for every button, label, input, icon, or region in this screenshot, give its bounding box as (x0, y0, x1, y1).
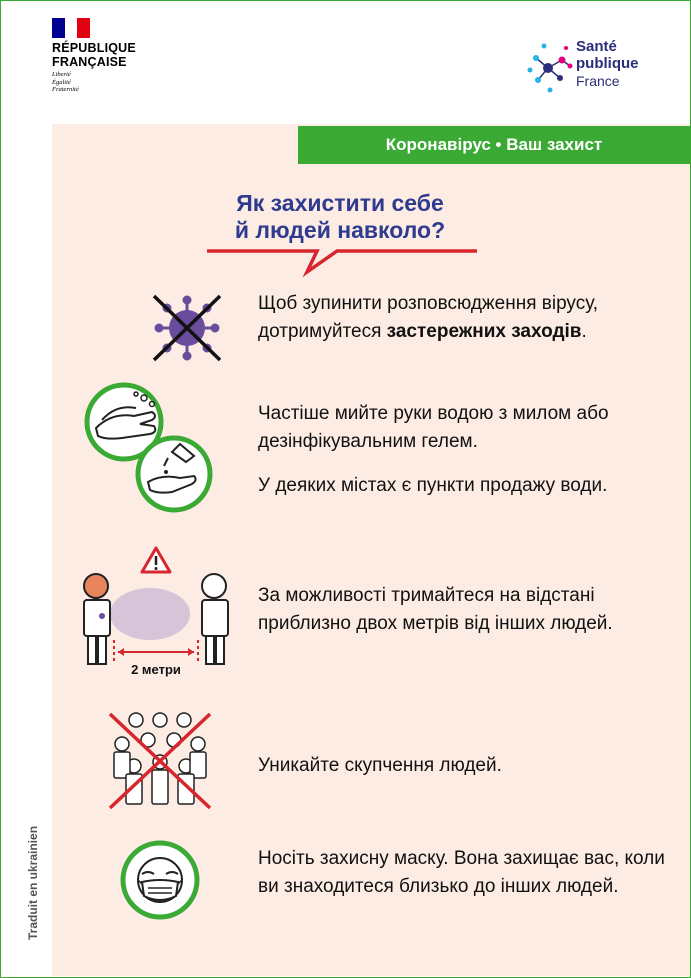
sp-line3: France (576, 73, 620, 89)
wash-text-1: Частіше мийте руки водою з милом або дезінфікувальним гелем. (258, 403, 609, 452)
republique-francaise-logo (52, 18, 136, 94)
page-title (170, 190, 510, 244)
topic-banner: Коронавірус • Ваш захист (298, 126, 690, 164)
rf-motto-3: Fraternité (52, 86, 79, 93)
rf-motto-1: Liberté (52, 71, 71, 78)
mask-text: Носіть захисну маску. Вона захищає вас, коли ви знаходитеся близько до інших людей. (258, 848, 665, 897)
virus-text (258, 290, 668, 346)
rf-motto-2: Égalité (52, 78, 71, 86)
molecule-icon (526, 38, 576, 98)
virus-text-before: Щоб зупинити розповсюдження вірусу, дотримуйтеся (258, 293, 599, 342)
translation-note: Traduit en ukrainien (26, 825, 40, 940)
rf-name-line2: FRANÇAISE (52, 55, 127, 69)
face-mask-icon (118, 838, 202, 922)
sante-publique-france-logo (526, 38, 661, 98)
crowd-text: Уникайте скупчення людей. (258, 755, 502, 776)
sp-line2: publique (576, 55, 639, 72)
distance-label: 2 метри (131, 662, 181, 677)
hand-washing-icon (82, 382, 222, 514)
speech-bubble-underline-icon (207, 238, 487, 278)
virus-text-after: . (581, 321, 587, 342)
virus-text-bold: застережних заходів (386, 321, 582, 342)
distance-text: За можливості тримайтеся на відстані приблизно двох метрів від інших людей. (258, 585, 613, 634)
wash-text-2: У деяких містах є пункти продажу води. (258, 475, 608, 496)
virus-crossed-icon (150, 292, 224, 364)
sp-line1: Santé (576, 38, 617, 55)
french-flag-icon (52, 18, 90, 38)
page-title-line1: Як захистити себе (236, 190, 444, 216)
crowd-crossed-icon (104, 710, 216, 812)
rf-name-line1: RÉPUBLIQUE (52, 41, 136, 55)
page-title-line2: й людей навколо? (234, 217, 446, 243)
